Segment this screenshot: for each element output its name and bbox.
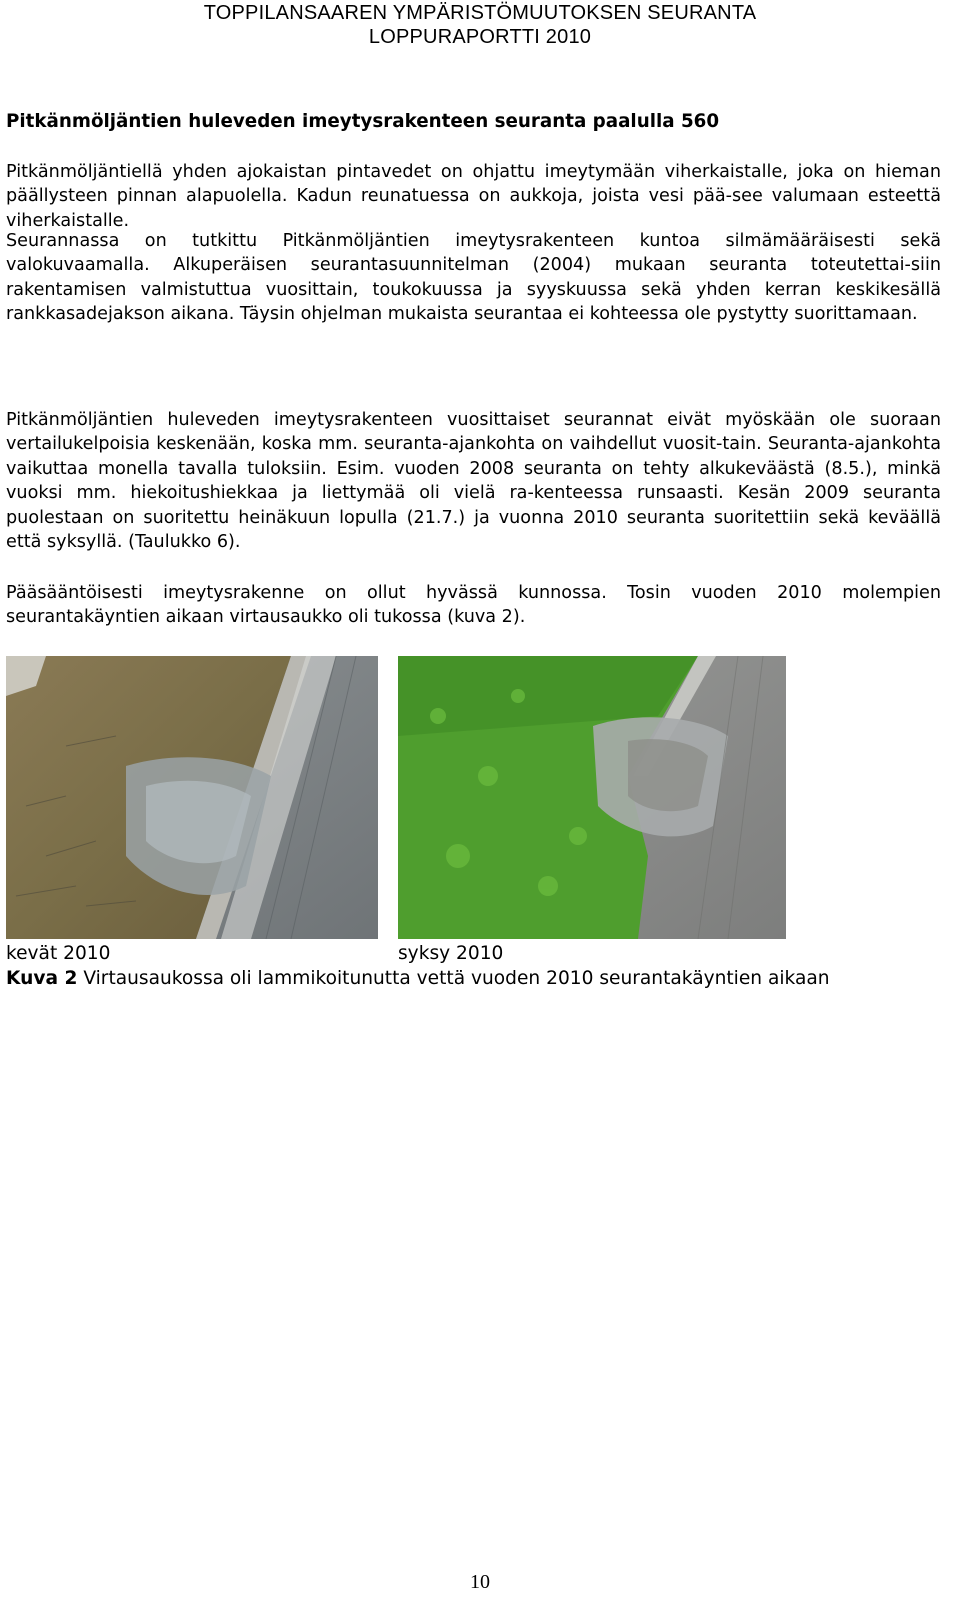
photo-caption-left: kevät 2010	[6, 943, 111, 964]
header-line-2: LOPPURAPORTTI 2010	[368, 26, 592, 48]
paragraph-2: Seurannassa on tutkittu Pitkänmöljäntien imeytysrakenteen kuntoa silmämääräisesti sekä valokuvaamalla. Alkuperäisen seurantasuunnitelman (2004) mukaan seuranta toteutettai-siin rakentamisen valmistuttua vuosittain, toukokuussa ja syyskuussa sekä yhden kerran keskikesällä rankkasadejakson aikana. Täysin ohjelman mukaista seurantaa ei kohteessa ole pystytty suorittamaan.	[6, 231, 941, 325]
photo-caption-right: syksy 2010	[398, 943, 504, 964]
figure-caption-text: Virtausaukossa oli lammikoitunutta vettä vuoden 2010 seurantakäyntien aikaan	[77, 968, 830, 989]
figure-captions	[6, 941, 941, 991]
paragraph-4: Pääsääntöisesti imeytysrakenne on ollut hyvässä kunnossa. Tosin vuoden 2010 molempien seurantakäyntien aikaan virtausaukko oli tukossa (kuva 2).	[6, 583, 941, 628]
header-line-1: TOPPILANSAAREN YMPÄRISTÖMUUTOKSEN SEURANTA	[203, 2, 757, 24]
photo-autumn-2010	[398, 656, 786, 939]
figure-caption-label: Kuva 2	[6, 968, 78, 989]
section-title: Pitkänmöljäntien huleveden imeytysrakenteen seuranta paalulla 560	[6, 111, 720, 132]
paragraph-3: Pitkänmöljäntien huleveden imeytysrakenteen vuosittaiset seurannat eivät myöskään ole suoraan vertailukelpoisia keskenään, koska mm. seuranta-ajankohta on vaihdellut vuosit-tain. Seuranta-ajankohta vaikuttaa monella tavalla tuloksiin. Esim. vuoden 2008 seuranta on tehty alkukeväästä (8.5.), minkä vuoksi mm. hiekoitushiekkaa ja liettymää oli vielä ra-kenteessa runsaasti. Kesän 2009 seuranta puolestaan on suoritettu heinäkuun lopulla (21.7.) ja vuonna 2010 seuranta suoritettiin sekä keväällä että syksyllä. (Taulukko 6).	[6, 410, 941, 553]
figure-caption	[6, 966, 941, 991]
page-number: 10	[470, 1571, 490, 1593]
photo-spring-2010	[6, 656, 378, 939]
paragraph-1: Pitkänmöljäntiellä yhden ajokaistan pintavedet on ohjattu imeytymään viherkaistalle, joka on hieman päällysteen pinnan alapuolella. Kadun reunatuessa on aukkoja, joista vesi pää-see valumaan esteettä viherkaistalle.	[6, 162, 941, 231]
